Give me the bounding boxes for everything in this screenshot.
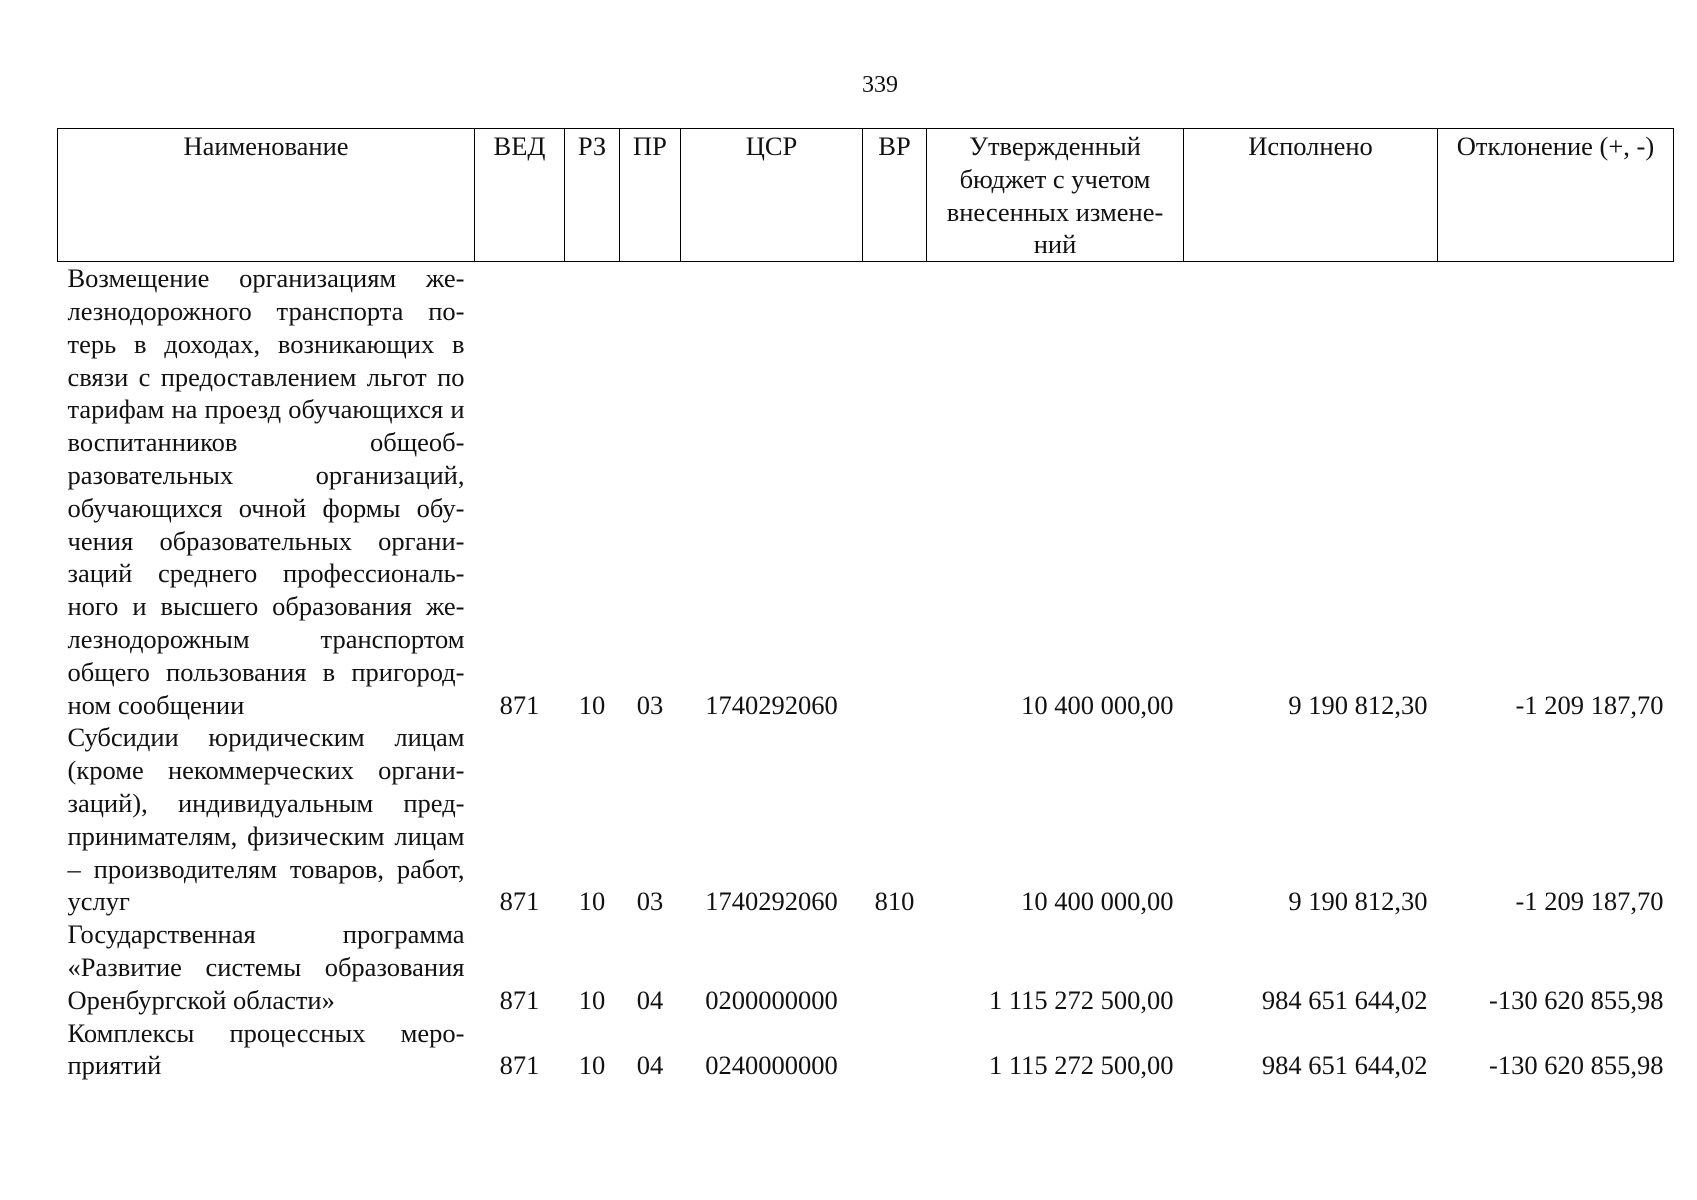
row-pr: 03	[636, 886, 664, 917]
table-row	[58, 721, 1674, 918]
row-approved: 10 400 000,00	[1021, 886, 1174, 917]
row-rz: 10	[578, 1050, 606, 1081]
header-vr: ВР	[863, 129, 927, 262]
row-approved: 1 115 272 500,00	[988, 984, 1174, 1015]
row-name: Комплексы процессных мероприятий	[67, 1017, 465, 1081]
table-row	[58, 1017, 1674, 1083]
row-pr: 04	[636, 984, 664, 1015]
header-approved-budget: Утвержденный бюджет с учетом внесенных изменений	[927, 129, 1184, 262]
row-vr	[863, 1017, 927, 1083]
row-csr: 0240000000	[705, 1050, 838, 1081]
row-approved: 1 115 272 500,00	[988, 1050, 1174, 1081]
row-deviation: -1 209 187,70	[1515, 689, 1664, 720]
row-csr: 1740292060	[705, 886, 838, 917]
header-name: Наименование	[58, 129, 475, 262]
row-executed: 984 651 644,02	[1261, 1050, 1428, 1081]
table-row	[58, 918, 1674, 1016]
row-executed: 9 190 812,30	[1288, 689, 1428, 720]
page-number: 339	[862, 72, 898, 98]
row-csr: 1740292060	[705, 689, 838, 720]
row-deviation: -130 620 855,98	[1489, 984, 1664, 1015]
budget-execution-table	[57, 128, 1674, 1082]
row-rz: 10	[578, 984, 606, 1015]
row-csr: 0200000000	[705, 984, 838, 1015]
row-approved: 10 400 000,00	[1021, 689, 1174, 720]
row-pr: 04	[636, 1050, 664, 1081]
row-name: Государственная программа «Развитие системы образования Оренбургской области»	[67, 919, 465, 1015]
row-name: Субсидии юридическим лицам (кроме некоммерческих организаций), индивидуальным предпринимателям, физическим лицам – производителям товаров, работ, услуг	[67, 722, 465, 917]
row-vr	[863, 262, 927, 722]
row-ved: 871	[499, 886, 540, 917]
row-pr: 03	[636, 689, 664, 720]
row-vr: 810	[874, 886, 915, 917]
header-pr: ПР	[620, 129, 681, 262]
row-name: Возмещение организациям железнодорожного транспорта потерь в доходах, возникающих в связи с предоставлением льгот по тарифам на проезд обучающихся и воспитанников общеобразовательных организаций, обучающихся очной формы обучения образовательных организаций среднего профессионального и высшего образования железнодорожным транспортом общего пользования в пригородном сообщении	[67, 263, 465, 720]
table-row	[58, 262, 1674, 722]
row-ved: 871	[499, 984, 540, 1015]
row-rz: 10	[578, 689, 606, 720]
header-csr: ЦСР	[681, 129, 863, 262]
header-deviation: Отклонение (+, -)	[1438, 129, 1674, 262]
row-vr	[863, 918, 927, 1016]
row-executed: 9 190 812,30	[1288, 886, 1428, 917]
header-rz: РЗ	[565, 129, 620, 262]
header-ved: ВЕД	[475, 129, 565, 262]
header-executed: Исполнено	[1184, 129, 1438, 262]
row-executed: 984 651 644,02	[1261, 984, 1428, 1015]
row-ved: 871	[499, 689, 540, 720]
row-ved: 871	[499, 1050, 540, 1081]
row-deviation: -130 620 855,98	[1489, 1050, 1664, 1081]
row-deviation: -1 209 187,70	[1515, 886, 1664, 917]
row-rz: 10	[578, 886, 606, 917]
table-header-row	[58, 129, 1674, 262]
